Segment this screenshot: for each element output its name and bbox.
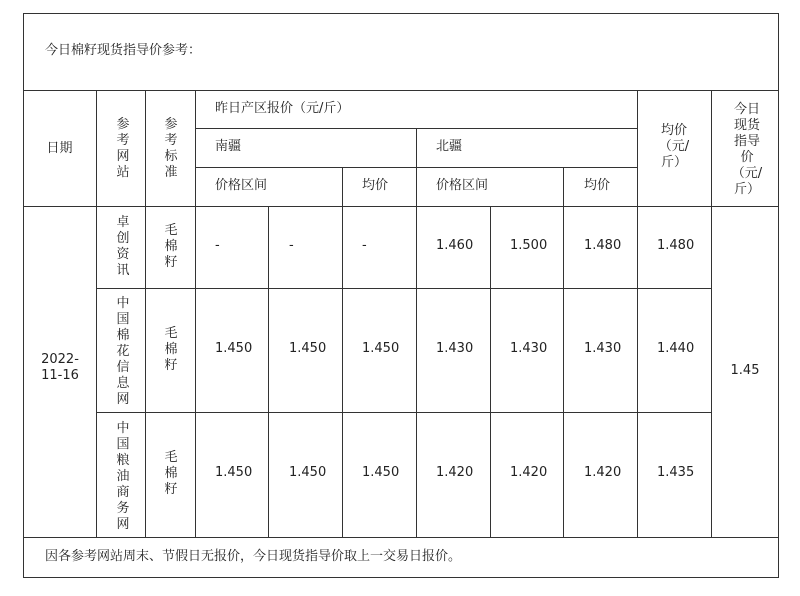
header-north-range: 价格区间 — [436, 178, 489, 193]
col-sep-n2 — [563, 167, 564, 537]
row2-avg: 1.440 — [657, 341, 695, 356]
header-south-range: 价格区间 — [215, 178, 268, 193]
row1-north-low: 1.460 — [436, 238, 474, 253]
rule-above-footnote — [23, 537, 779, 538]
header-south-avg: 均价 — [362, 178, 389, 193]
col-sep-standard — [195, 90, 196, 537]
row1-south-low: - — [215, 238, 220, 253]
row1-north-avg: 1.480 — [584, 238, 622, 253]
header-avg-price: 均价（元/斤） — [658, 123, 690, 170]
header-standard: 参考标准 — [164, 117, 178, 180]
col-sep-n1 — [490, 206, 491, 537]
row2-south-avg: 1.450 — [362, 341, 400, 356]
header-north-avg: 均价 — [584, 178, 611, 193]
rule-below-intro — [23, 90, 779, 91]
col-sep-site — [145, 90, 146, 537]
header-north: 北疆 — [436, 139, 463, 154]
today-price-value: 1.45 — [730, 363, 760, 378]
row1-site: 卓创资讯 — [116, 215, 130, 278]
header-south: 南疆 — [215, 139, 242, 154]
date-cell: 2022-11-16 — [41, 352, 79, 383]
row1-avg: 1.480 — [657, 238, 695, 253]
row2-south-high: 1.450 — [289, 341, 327, 356]
row2-north-avg: 1.430 — [584, 341, 622, 356]
row1-standard: 毛棉籽 — [164, 223, 178, 270]
col-sep-s2 — [342, 167, 343, 537]
col-sep-date — [96, 90, 97, 537]
row2-north-high: 1.430 — [510, 341, 548, 356]
rule-row2 — [96, 412, 711, 413]
row1-south-avg: - — [362, 238, 367, 253]
header-site: 参考网站 — [116, 117, 130, 180]
col-sep-avg — [637, 90, 638, 537]
row1-north-high: 1.500 — [510, 238, 548, 253]
row2-site: 中国棉花信息网 — [116, 296, 130, 407]
header-date: 日期 — [46, 141, 73, 156]
row3-north-low: 1.420 — [436, 465, 474, 480]
row1-south-high: - — [289, 238, 294, 253]
col-sep-today — [711, 90, 712, 537]
row2-south-low: 1.450 — [215, 341, 253, 356]
col-sep-region — [416, 128, 417, 537]
row2-standard: 毛棉籽 — [164, 326, 178, 373]
footnote-text: 因各参考网站周末、节假日无报价，今日现货指导价取上一交易日报价。 — [45, 549, 462, 564]
row3-site: 中国粮油商务网 — [116, 421, 130, 532]
intro-text: 今日棉籽现货指导价参考： — [45, 43, 202, 58]
header-yesterday: 昨日产区报价（元/斤） — [215, 101, 350, 116]
row3-north-high: 1.420 — [510, 465, 548, 480]
rule-below-header — [23, 206, 779, 207]
row3-south-high: 1.450 — [289, 465, 327, 480]
rule-row1 — [96, 288, 711, 289]
row3-south-low: 1.450 — [215, 465, 253, 480]
row2-north-low: 1.430 — [436, 341, 474, 356]
row3-south-avg: 1.450 — [362, 465, 400, 480]
header-today-price: 今日现货指导价（元/斤） — [731, 102, 763, 197]
price-table — [23, 13, 779, 578]
row3-standard: 毛棉籽 — [164, 450, 178, 497]
row3-north-avg: 1.420 — [584, 465, 622, 480]
col-sep-s1 — [268, 206, 269, 537]
row3-avg: 1.435 — [657, 465, 695, 480]
